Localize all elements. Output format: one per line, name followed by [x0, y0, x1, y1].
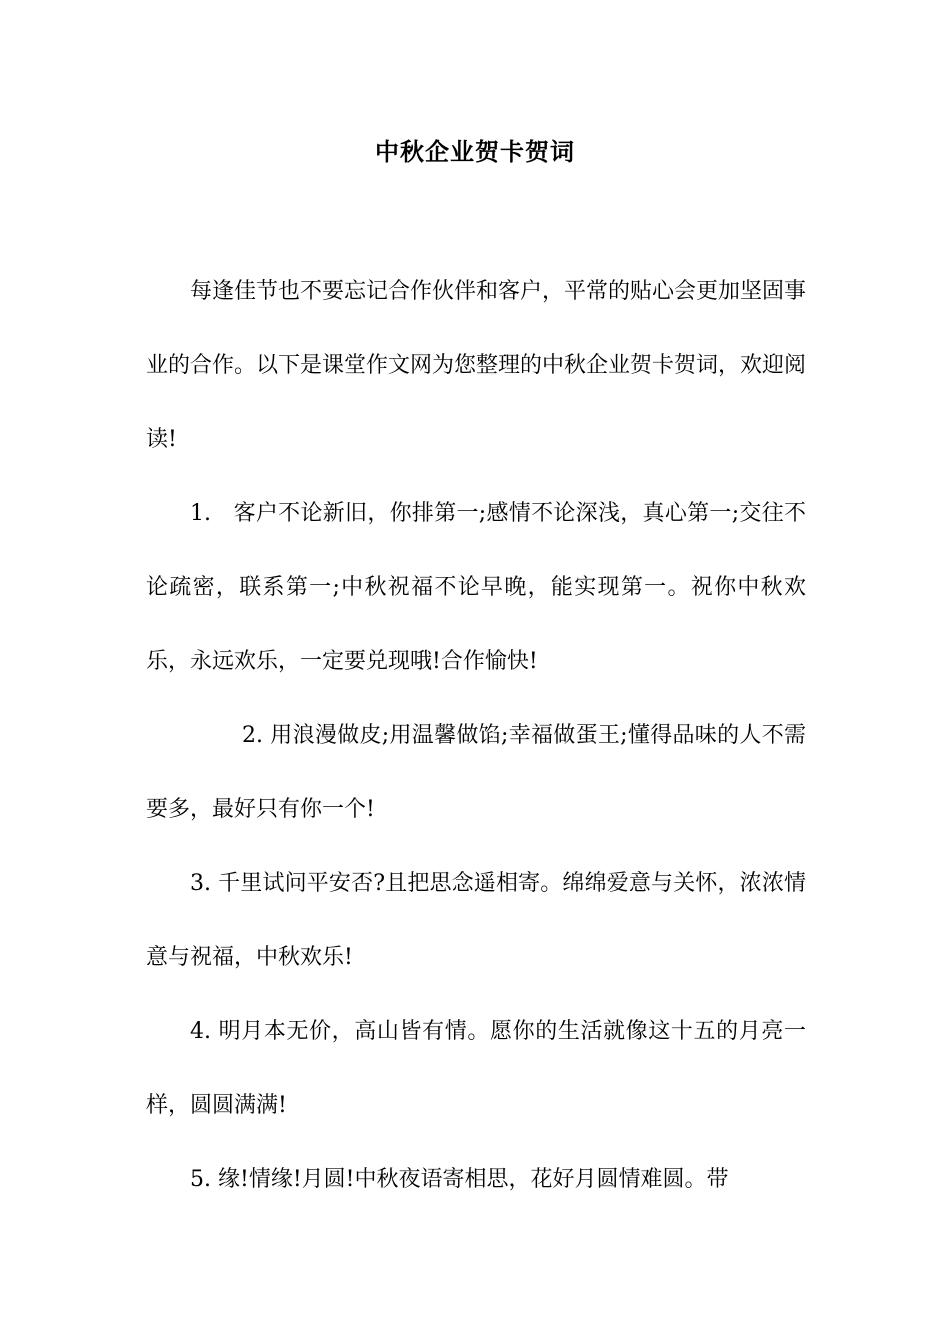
greeting-item-2: 2. 用浪漫做皮;用温馨做馅;幸福做蛋王;懂得品味的人不需要多，最好只有你一个!: [146, 723, 806, 822]
greeting-item-5: 5. 缘!情缘!月圆!中秋夜语寄相思，花好月圆情难圆。带: [190, 1167, 729, 1192]
greeting-item-3: 3. 千里试问平安否?且把思念遥相寄。绵绵爱意与关怀，浓浓情意与祝福，中秋欢乐!: [146, 871, 806, 970]
intro-paragraph: 每逢佳节也不要忘记合作伙伴和客户，平常的贴心会更加坚固事业的合作。以下是课堂作文网为您整理的中秋企业贺卡贺词，欢迎阅读!: [146, 279, 807, 452]
document-title: 中秋企业贺卡贺词: [375, 137, 575, 166]
document-body: [146, 255, 806, 1217]
greeting-item-1: 1. 客户不论新旧，你排第一;感情不论深浅，真心第一;交往不论疏密，联系第一;中秋祝福不论早晚，能实现第一。祝你中秋欢乐，永远欢乐，一定要兑现哦!合作愉快!: [146, 501, 806, 674]
greeting-item-4: 4. 明月本无价，高山皆有情。愿你的生活就像这十五的月亮一样，圆圆满满!: [146, 1019, 806, 1118]
